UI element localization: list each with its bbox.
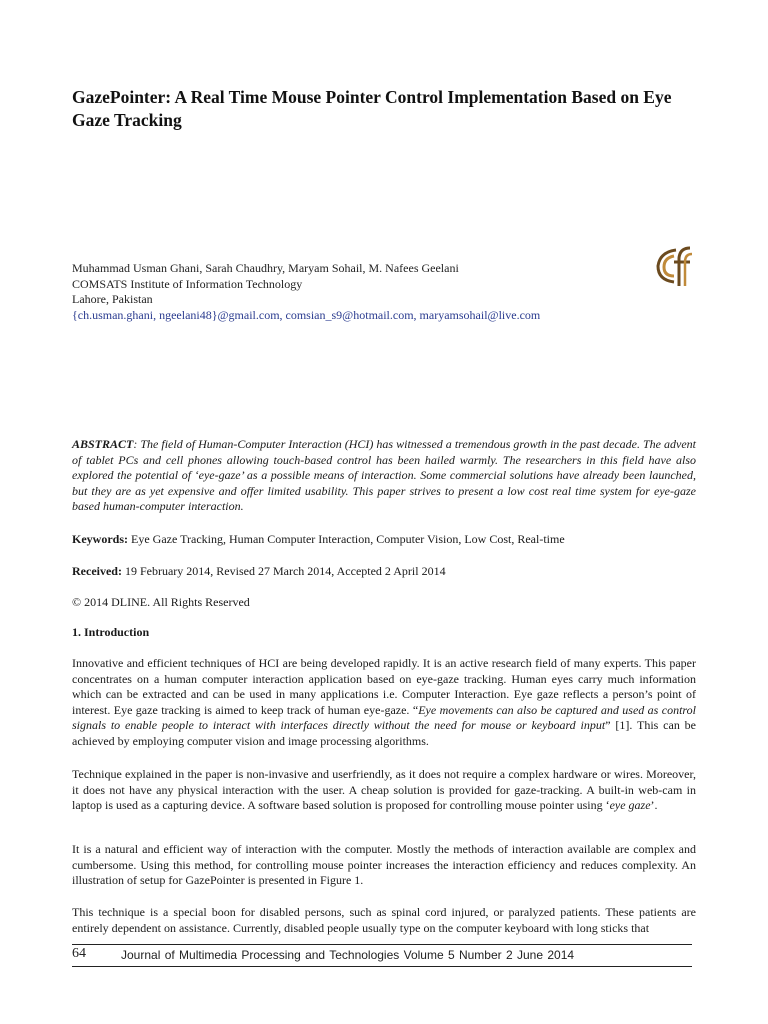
location: Lahore, Pakistan bbox=[72, 292, 153, 307]
keywords-text: Eye Gaze Tracking, Human Computer Interaction, Computer Vision, Low Cost, Real-time bbox=[128, 532, 565, 546]
abstract bbox=[72, 437, 696, 515]
abstract-label: ABSTRACT bbox=[72, 437, 134, 451]
section-heading: 1. Introduction bbox=[72, 625, 150, 639]
paragraph-4: This technique is a special boon for disabled persons, such as spinal cord injured, or paralyzed patients. These patients are entirely dependent on assistance. Currently, disabled people usually type on the computer keyboard with long sticks that bbox=[72, 905, 696, 935]
cf-logo-icon bbox=[650, 246, 694, 288]
copyright-line: © 2014 DLINE. All Rights Reserved bbox=[72, 595, 250, 609]
received-text: 19 February 2014, Revised 27 March 2014, Accepted 2 April 2014 bbox=[121, 564, 446, 578]
paper-title: GazePointer: A Real Time Mouse Pointer Control Implementation Based on Eye Gaze Tracking bbox=[72, 87, 672, 130]
received-label: Received: bbox=[72, 564, 122, 578]
paragraph-1-text-a: Innovative and efficient techniques of HCI are being developed rapidly. It is an active research field of many experts. This paper concentrates on a human computer interaction application based on eye-gaze tracking. Human eyes carry much information which can be extracted and can be used in many applications i.e. Computer Interaction. Eye gaze reflects a person’s point of interest. Eye gaze tracking is aimed to keep track of human eye-gaze. “ bbox=[72, 656, 696, 717]
keywords-line bbox=[72, 532, 696, 548]
author-names: Muhammad Usman Ghani, Sarah Chaudhry, Maryam Sohail, M. Nafees Geelani bbox=[72, 261, 459, 275]
footer-rule-top bbox=[72, 944, 692, 945]
author-block bbox=[72, 261, 632, 323]
paragraph-2 bbox=[72, 767, 696, 814]
paragraph-2-text-b: ’. bbox=[650, 798, 658, 813]
footer-rule-bottom bbox=[72, 966, 692, 967]
abstract-text: : The field of Human-Computer Interaction (HCI) has witnessed a tremendous growth in the past decade. The advent of tablet PCs and cell phones allowing touch-based control has been hailed warmly. The researchers in this field have also explored the potential of ‘eye-gaze’ as a possible means of interaction. Some commercial solutions have already been launched, but they are as yet expensive and offer limited usability. This paper strives to present a low cost real time system for eye-gaze based human-computer interaction. bbox=[72, 437, 696, 514]
paragraph-3: It is a natural and efficient way of interaction with the computer. Mostly the methods of interaction available are complex and cumbersome. Using this method, for controlling mouse pointer increases the interaction efficiency and reduces complexity. An illustration of setup for GazePointer is presented in Figure 1. bbox=[72, 842, 696, 888]
received-line bbox=[72, 564, 696, 580]
affiliation: COMSATS Institute of Information Technology bbox=[72, 276, 303, 291]
page-footer bbox=[72, 946, 692, 964]
author-emails[interactable]: {ch.usman.ghani, ngeelani48}@gmail.com, comsian_s9@hotmail.com, maryamsohail@live.com bbox=[72, 307, 541, 322]
paragraph-1 bbox=[72, 656, 696, 750]
journal-info: Journal of Multimedia Processing and Technologies Volume 5 Number 2 June 2014 bbox=[121, 948, 575, 962]
paragraph-1-text-b: ” [1]. This can be achieved by employing computer vision and image processing algorithms. bbox=[72, 718, 696, 748]
paragraph-1-quote: Eye movements can also be captured and used as control signals to enable people to interact with interfaces directly without the need for mouse or keyboard input bbox=[72, 702, 696, 733]
paragraph-2-emphasis: eye gaze bbox=[609, 798, 651, 813]
keywords-label: Keywords: bbox=[72, 532, 128, 546]
paragraph-2-text-a: Technique explained in the paper is non-invasive and userfriendly, as it does not require a complex hardware or wires. Moreover, it does not have any physical interaction with the user. A cheap solution is provided for gaze-tracking. A built-in web-cam in laptop is used as a capturing device. A software based solution is proposed for controlling mouse pointer using ‘ bbox=[72, 767, 696, 813]
page-number: 64 bbox=[72, 946, 86, 961]
